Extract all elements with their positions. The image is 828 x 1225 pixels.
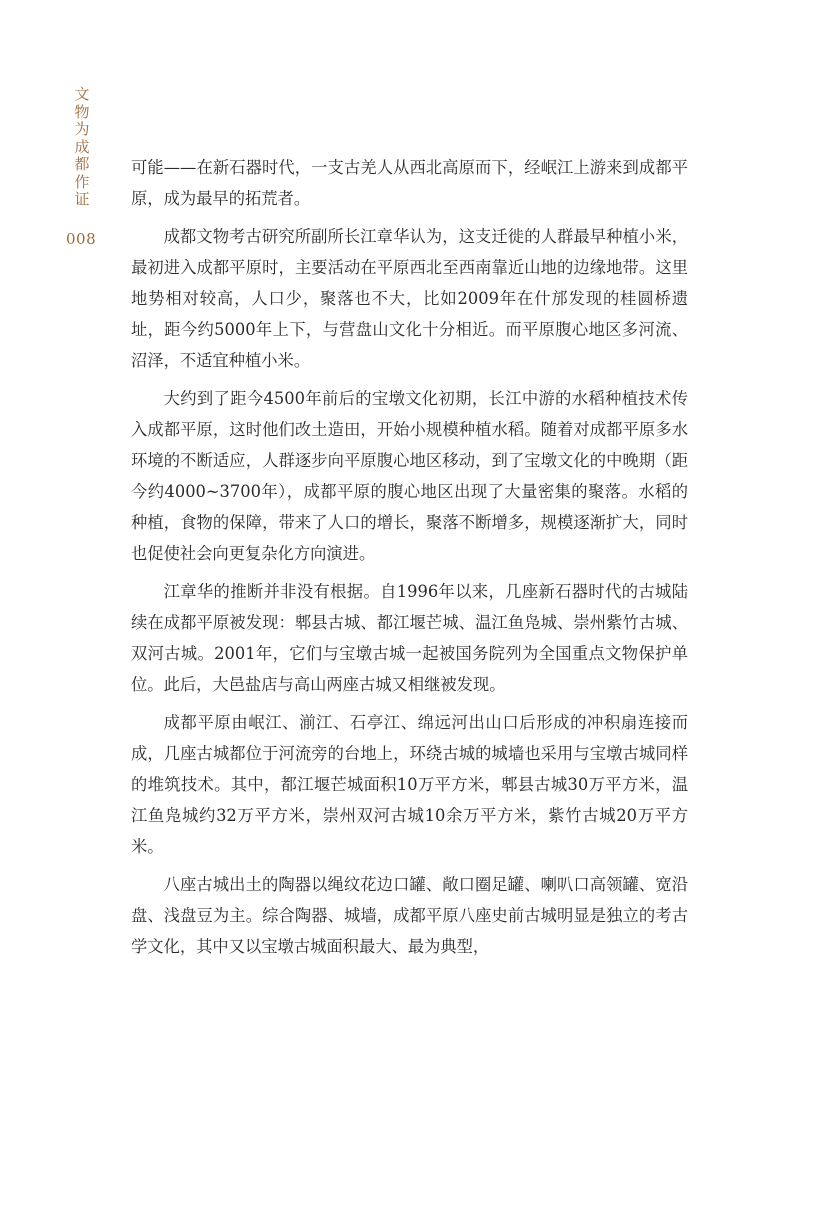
paragraph-5: 成都平原由岷江、湔江、石亭江、绵远河出山口后形成的冲积扇连接而成，几座古城都位于河流旁的台地上，环绕古城的城墙也采用与宝墩古城同样的堆筑技术。其中，都江堰芒城面积10万平方米，郫县古城30万平方米，温江鱼凫城约32万平方米，崇州双河古城10余万平方米，紫竹古城20万平方米。 <box>131 713 688 856</box>
body-text <box>131 152 688 969</box>
paragraph-1: 可能——在新石器时代，一支古羌人从西北高原而下，经岷江上游来到成都平原，成为最早的拓荒者。 <box>131 158 688 208</box>
paragraph-6: 八座古城出土的陶器以绳纹花边口罐、敞口圈足罐、喇叭口高领罐、宽沿盘、浅盘豆为主。综合陶器、城墙，成都平原八座史前古城明显是独立的考古学文化，其中又以宝墩古城面积最大、最为典型， <box>131 875 688 956</box>
page-number: 008 <box>66 230 97 248</box>
paragraph-3: 大约到了距今4500年前后的宝墩文化初期，长江中游的水稻种植技术传入成都平原，这时他们改土造田，开始小规模种植水稻。随着对成都平原多水环境的不断适应，人群逐步向平原腹心地区移动，到了宝墩文化的中晚期（距今约4000~3700年），成都平原的腹心地区出现了大量密集的聚落。水稻的种植，食物的保障，带来了人口的增长，聚落不断增多，规模逐渐扩大，同时也促使社会向更复杂化方向演进。 <box>131 389 688 563</box>
paragraph-2: 成都文物考古研究所副所长江章华认为，这支迁徙的人群最早种植小米，最初进入成都平原时，主要活动在平原西北至西南靠近山地的边缘地带。这里地势相对较高，人口少，聚落也不大，比如2009年在什邡发现的桂圆桥遗址，距今约5000年上下，与营盘山文化十分相近。而平原腹心地区多河流、沼泽，不适宜种植小米。 <box>131 227 688 370</box>
running-head: 文物为成都作证 <box>74 85 90 208</box>
paragraph-4: 江章华的推断并非没有根据。自1996年以来，几座新石器时代的古城陆续在成都平原被发现：郫县古城、都江堰芒城、温江鱼凫城、崇州紫竹古城、双河古城。2001年，它们与宝墩古城一起被国务院列为全国重点文物保护单位。此后，大邑盐店与高山两座古城又相继被发现。 <box>131 582 688 694</box>
